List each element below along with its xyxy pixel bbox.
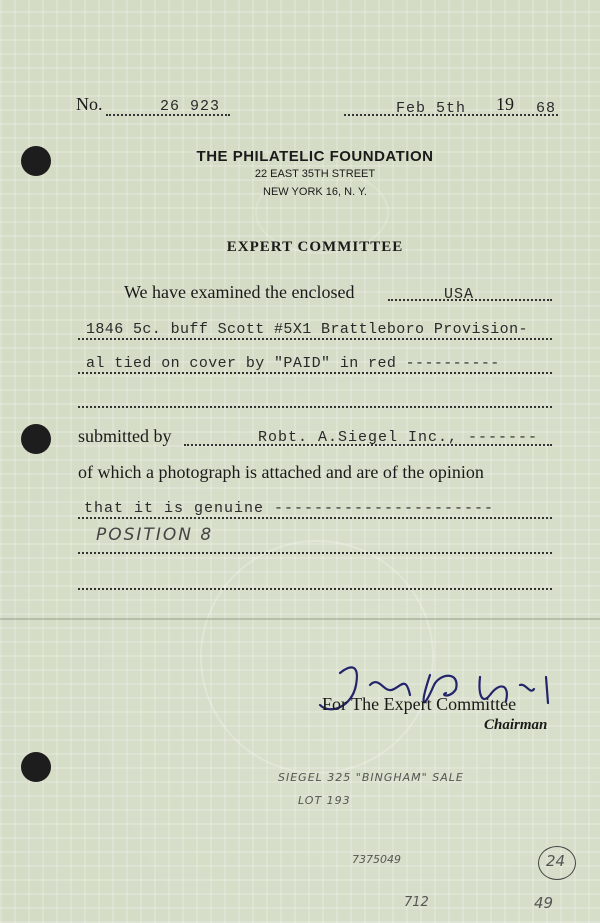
examined-label: We have examined the enclosed: [124, 282, 355, 302]
description-dots-2: [78, 372, 552, 374]
bottom-left-note: 712: [404, 895, 429, 910]
year-value: 68: [536, 100, 557, 117]
description-line2: al tied on cover by "PAID" in red ----------: [86, 355, 500, 372]
description-dots-1: [78, 338, 552, 340]
bottom-right-note: 49: [534, 894, 554, 912]
sale-note: SIEGEL 325 "BINGHAM" SALE: [278, 771, 464, 784]
opinion-text: that it is genuine ----------------------: [84, 500, 495, 517]
number-label: No.: [76, 94, 103, 114]
examined-item: USA: [444, 286, 475, 303]
reference-number: 7375049: [352, 853, 401, 866]
photograph-text: of which a photograph is attached and are of the opinion: [78, 462, 484, 482]
blank-dots-2: [78, 588, 552, 590]
year-prefix: 19: [496, 94, 514, 114]
chairman-title: Chairman: [484, 717, 548, 733]
punch-hole-bottom: [21, 752, 51, 782]
certificate-number: 26 923: [160, 98, 221, 115]
submitted-label: submitted by: [78, 426, 172, 446]
submitted-by: Robt. A.Siegel Inc., -------: [258, 429, 539, 446]
circled-number: 24: [546, 852, 566, 870]
blank-dots-1: [78, 552, 552, 554]
committee-heading: EXPERT COMMITTEE: [226, 239, 404, 255]
org-name: THE PHILATELIC FOUNDATION: [196, 148, 434, 165]
fold-line: [0, 618, 600, 620]
description-dots-3: [78, 406, 552, 408]
certificate-date: Feb 5th: [396, 100, 467, 117]
position-note: POSITION 8: [96, 525, 214, 545]
for-committee: For The Expert Committee: [322, 694, 517, 714]
description-line1: 1846 5c. buff Scott #5X1 Brattleboro Provision-: [86, 321, 528, 338]
org-address-line1: 22 EAST 35TH STREET: [254, 168, 376, 180]
lot-note: LOT 193: [298, 794, 351, 807]
org-address-line2: NEW YORK 16, N. Y.: [263, 186, 367, 198]
punch-hole-top: [21, 146, 51, 176]
punch-hole-middle: [21, 424, 51, 454]
opinion-dots: [78, 517, 552, 519]
